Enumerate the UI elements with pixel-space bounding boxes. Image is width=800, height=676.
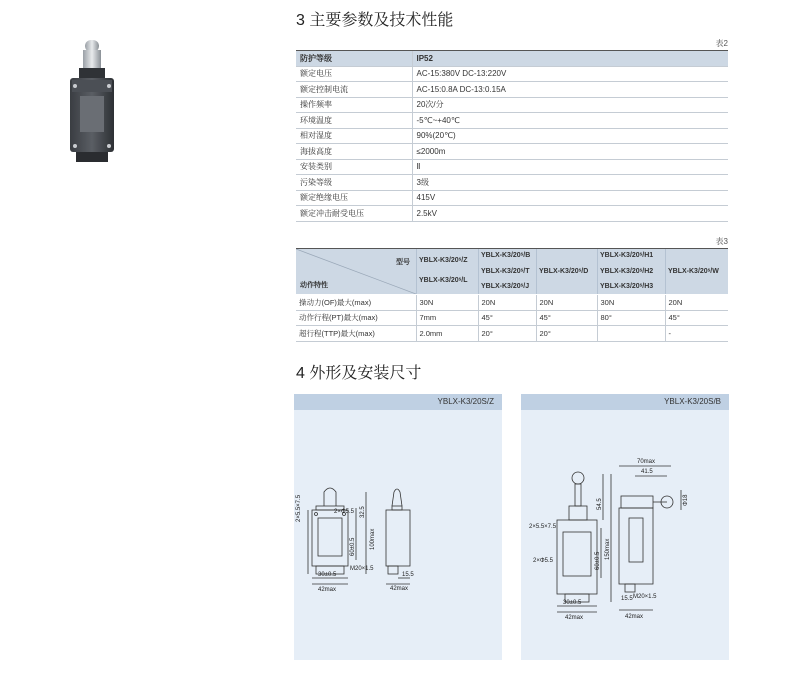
limit-switch-photo xyxy=(58,36,126,168)
model-c2a: YBLX-K3/20ˢ/B xyxy=(481,252,531,259)
table-row: 操动力(OF)最大(max) 30N 20N 20N 30N 20N xyxy=(296,295,728,310)
table-row: 额定控制电流 AC-15:0.8A DC-13:0.15A xyxy=(296,82,728,98)
model-c4a: YBLX-K3/20ˢ/H1 xyxy=(600,252,654,259)
table-row: 额定冲击耐受电压 2.5kV xyxy=(296,206,728,222)
section-3-title: 3 主要参数及技术性能 xyxy=(296,12,454,29)
section-4-title: 4 外形及安装尺寸 xyxy=(296,365,422,382)
model-c4b: YBLX-K3/20ˢ/H2 xyxy=(600,268,654,275)
dim-b-8: 2×Φ5.5 xyxy=(533,558,553,564)
model-c1a: YBLX-K3/20ˢ/Z xyxy=(419,257,468,264)
corner-model: 型号 xyxy=(396,259,410,266)
table-row: 海拔高度 ≤2000m xyxy=(296,144,728,160)
spec-table xyxy=(296,51,728,222)
dim-b-4: 54.5 xyxy=(597,498,603,510)
drawing-z xyxy=(294,410,502,660)
model-c2c: YBLX-K3/20ˢ/J xyxy=(481,283,530,290)
dim-z-5: 60±0.5 xyxy=(350,537,356,556)
table-row: 安装类别 Ⅱ xyxy=(296,159,728,175)
corner-action: 动作特性 xyxy=(300,282,328,289)
panel-title-z: YBLX-K3/20S/Z xyxy=(437,397,494,406)
dim-z-6: 100max xyxy=(370,528,376,550)
dim-z-8: 42max xyxy=(390,586,409,592)
table-row: 防护等级 IP52 xyxy=(296,51,728,66)
table-row: 环境温度 -5℃~+40℃ xyxy=(296,113,728,129)
table-row: 超行程(TTP)最大(max) 2.0mm 20° 20° - xyxy=(296,326,728,342)
model-c3: YBLX-K3/20ˢ/D xyxy=(539,268,589,275)
drawing-b xyxy=(521,410,729,660)
table-row: 操作频率 20次/分 xyxy=(296,97,728,113)
dim-b-10: 42max xyxy=(565,615,584,621)
dim-b-13: 15.5 xyxy=(621,596,633,602)
table-row: 额定电压 AC-15:380V DC-13:220V xyxy=(296,66,728,82)
dim-b-12: 42max xyxy=(625,614,644,620)
table-row: 污染等级 3级 xyxy=(296,175,728,191)
dim-z-10: 32.5 xyxy=(360,506,366,518)
dim-z-7: M20×1.5 xyxy=(350,566,374,572)
dim-b-6: 60±0.5 xyxy=(595,551,601,570)
dim-z-1: 2×5.5×7.5 xyxy=(296,494,302,522)
panel-title-b: YBLX-K3/20S/B xyxy=(664,397,721,406)
action-table xyxy=(296,295,728,342)
table-row: 额定绝缘电压 415V xyxy=(296,190,728,206)
dim-z-4: 42max xyxy=(318,587,337,593)
dim-b-9: 30±0.5 xyxy=(563,600,582,606)
dim-b-2: 41.5 xyxy=(641,469,653,475)
model-c1b: YBLX-K3/20ˢ/L xyxy=(419,277,468,284)
dim-b-11: M20×1.5 xyxy=(633,594,657,600)
dim-z-2: 2×Φ5.5 xyxy=(334,509,354,515)
model-c2b: YBLX-K3/20ˢ/T xyxy=(481,268,530,275)
dim-z-9: 15.5 xyxy=(402,572,414,578)
dim-z-3: 30±0.5 xyxy=(318,572,337,578)
dim-b-5: 2×5.5×7.5 xyxy=(529,524,557,530)
table-row: 相对湿度 90%(20℃) xyxy=(296,128,728,144)
model-c5: YBLX-K3/20ˢ/W xyxy=(668,268,719,275)
table2-label: 表2 xyxy=(715,39,728,48)
dim-b-3: Φ18 xyxy=(683,494,689,506)
drawing-panel-z xyxy=(294,394,502,660)
model-c4c: YBLX-K3/20ˢ/H3 xyxy=(600,283,654,290)
drawing-panel-b xyxy=(521,394,729,660)
table-row: 动作行程(PT)最大(max) 7mm 45° 45° 80° 45° xyxy=(296,310,728,326)
dim-b-7: 150max xyxy=(605,538,611,560)
table3-header xyxy=(296,249,728,294)
table3-label: 表3 xyxy=(715,237,728,246)
dim-b-1: 70max xyxy=(637,459,656,465)
